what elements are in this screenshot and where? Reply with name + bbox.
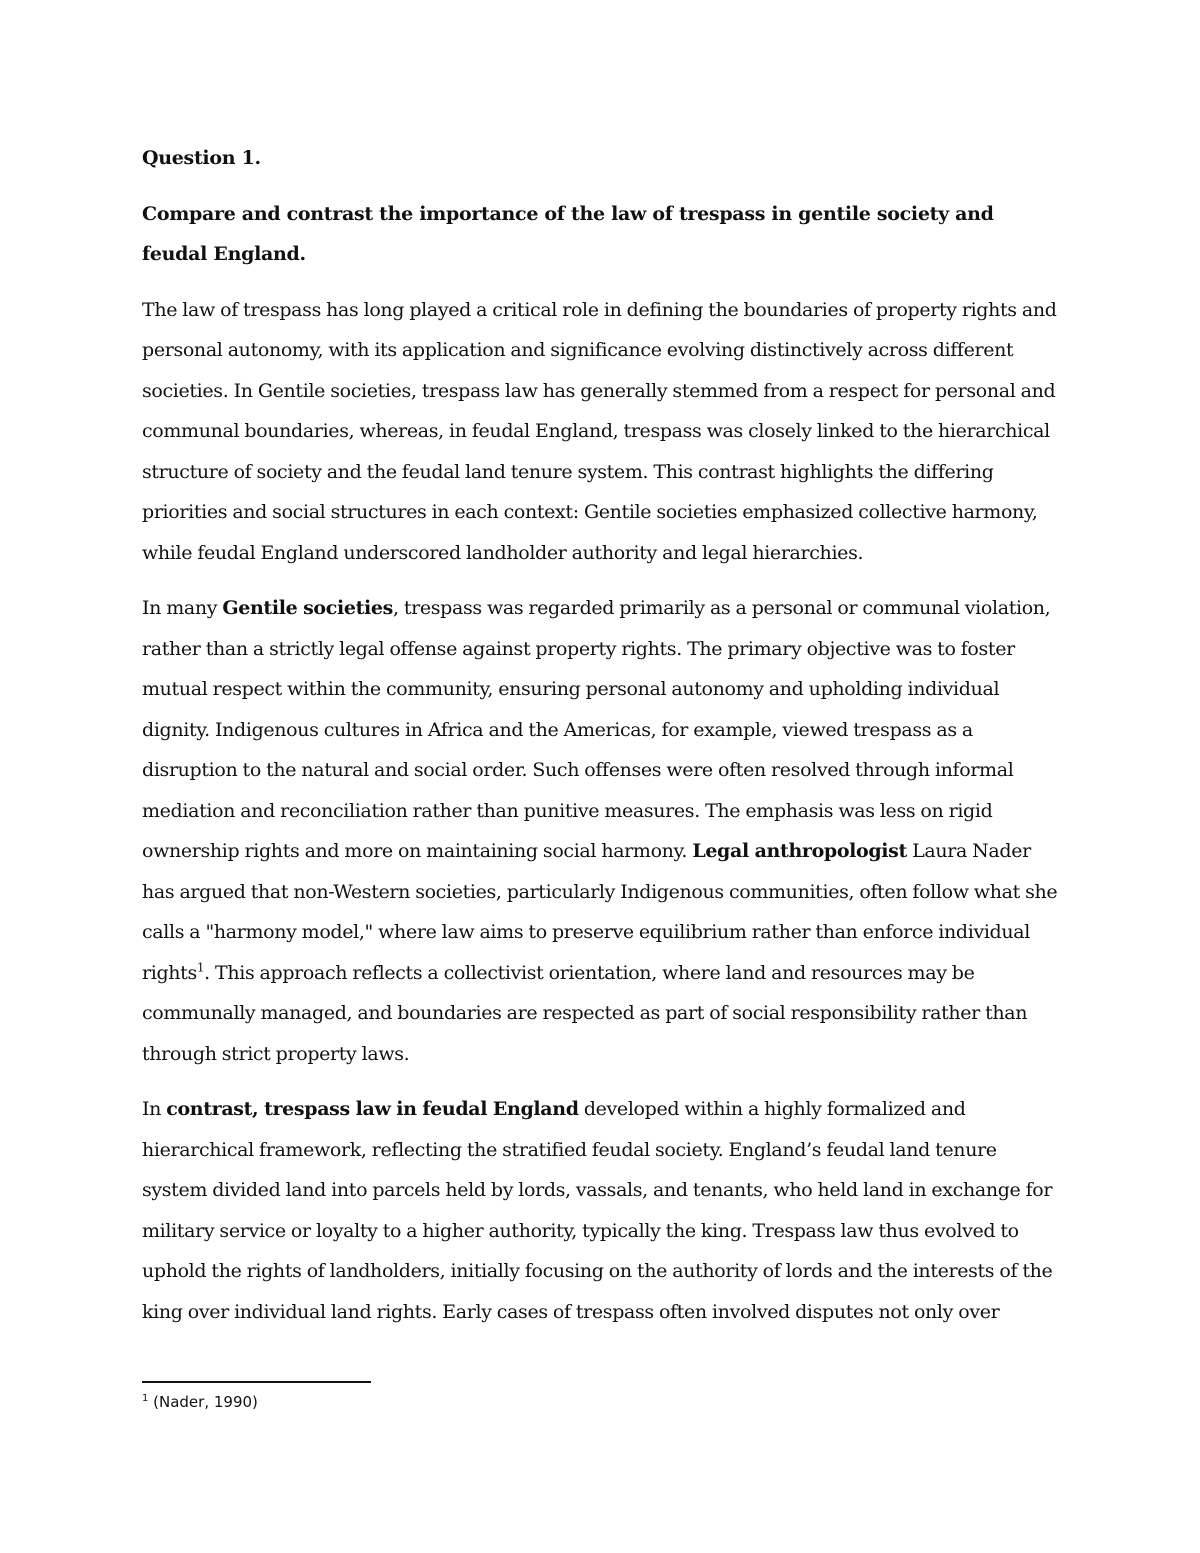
footnote-reference[interactable]: 1 [196,960,205,975]
text-run: In [142,1098,167,1120]
text-run: The law of trespass has long played a critical role in defining the boundaries of property rights and personal autonomy, with its application and significance evolving distinctively across different societies. In Gentile societies, trespass law has generally stemmed from a respect for personal and communal boundaries, whereas, in feudal England, trespass was closely linked to the hierarchical structure of society and the feudal land tenure system. This contrast highlights the differing priorities and social structures in each context: Gentile societies emphasized collective harmony, while feudal England underscored landholder authority and legal hierarchies. [142,298,1057,564]
text-run: Laura Nader has argued that non-Western societies, particularly Indigenous communities, often follow what she calls a "harmony model," where law aims to preserve equilibrium rather than enforce individual rights [142,840,1058,984]
paragraph-feudal-england [142,1089,1062,1332]
paragraph-introduction [142,290,1062,574]
paragraph-gentile-societies [142,588,1062,1074]
document-body [142,138,1062,1347]
text-run: , trespass was regarded primarily as a personal or communal violation, rather than a strictly legal offense against property rights. The primary objective was to foster mutual respect within the community, ensuring personal autonomy and upholding individual dignity. Indigenous cultures in Africa and the Americas, for example, viewed trespass as a disruption to the natural and social order. Such offenses were often resolved through informal mediation and reconciliation rather than punitive measures. The emphasis was less on rigid ownership rights and more on maintaining social harmony. [142,597,1051,862]
bold-term-feudal-england: contrast, trespass law in feudal England [166,1098,579,1120]
text-run: In many [142,597,223,619]
footnote-text: (Nader, 1990) [148,1393,258,1411]
text-run: developed within a highly formalized and hierarchical framework, reflecting the stratified feudal society. England’s feudal land tenure system divided land into parcels held by lords, vassals, and tenants, who held land in exchange for military service or loyalty to a higher authority, typically the king. Trespass law thus evolved to uphold the rights of landholders, initially focusing on the authority of lords and the interests of the king over individual land rights. Early cases of trespass often involved disputes not only over [142,1098,1053,1323]
text-run: . This approach reflects a collectivist orientation, where land and resources may be communally managed, and boundaries are respected as part of social responsibility rather than through strict property laws. [142,961,1028,1065]
bold-term-gentile-societies: Gentile societies [222,597,393,619]
essay-title: Compare and contrast the importance of the law of trespass in gentile society and feudal England. [142,202,994,265]
footnote [142,1391,258,1413]
footnote-separator [142,1381,371,1383]
footnote-number: 1 [142,1393,149,1404]
bold-term-legal-anthropologist: Legal anthropologist [692,840,907,862]
question-label: Question 1. [142,147,261,169]
